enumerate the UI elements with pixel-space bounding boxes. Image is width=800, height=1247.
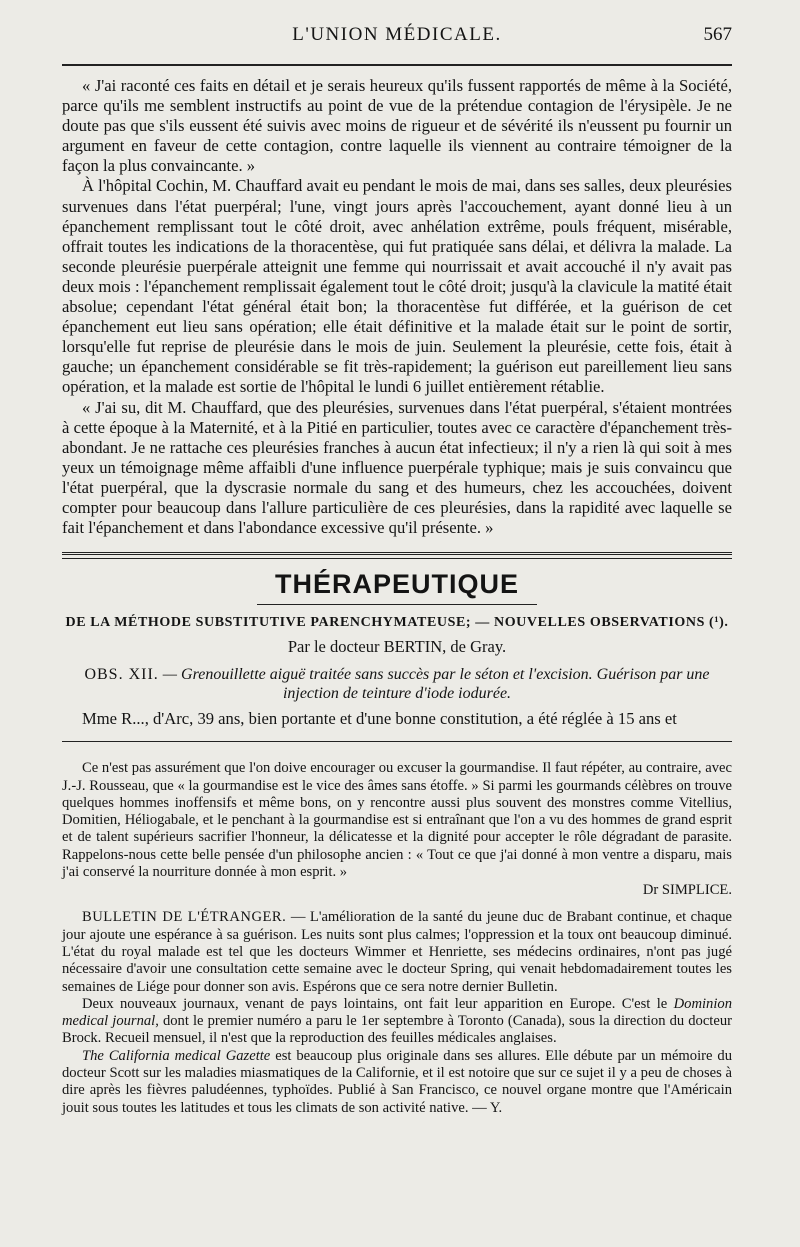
journal-title-dominion: Dominion medical journal [62,995,732,1030]
signature: Dr SIMPLICE. [642,882,732,899]
paragraph-journals [62,996,732,1048]
observation-heading [62,665,732,703]
paragraph-cochin: À l'hôpital Cochin, M. Chauffard avait eu pendant le mois de mai, dans ses salles, deux pleurésies survenues dans l'état puerpéral; l'une, vingt jours après l'accouchement, ayant donné lieu à un épanchement remplissant tout le côté droit, avec anhélation extrême, pouls fréquent, misérable, offrait toutes les indications de la thoracentèse, qui fut pratiquée sans délai, et délivra la malade. La seconde pleurésie puerpérale atteignit une femme qui nourrissait et avait accouché il n'y avait pas deux mois : l'épanchement remplissait également tout le côté droit; jusqu'à la clavicule la matité était absolue; cependant l'état général était bon; la thoracentèse fut différée, et la guérison de cet épanchement eut lieu sans opération; elle était définitive et la malade était sur le point de sortir, lorsqu'elle fut reprise de pleurésie dans le mois de juin. Seulement la pleurésie, cette fois, était à gauche; un épanchement considérable se fit très-rapidement; la guérison eut pareillement lieu sans opération, et la malade est sortie de l'hôpital le lundi 6 juillet entièrement rétablie. [62,176,732,397]
observation-title: — Grenouillette aiguë traitée sans succès par le séton et l'excision. Guérison par une injection de teinture d'iode iodurée. [162,666,710,703]
paragraph-gourmandise: Ce n'est pas assurément que l'on doive encourager ou excuser la gourmandise. Il faut répéter, au contraire, avec J.-J. Rousseau, que « la gourmandise est le vice des âmes sans étoffe. » Si parmi les gourmands célèbres on trouve quelques hommes inoffensifs et même bons, on y rencontre aussi plus souvent des monstres comme Vitellius, Domitien, Héliogabale, et le penchant à la gourmandise est si entraînant que l'on a vu des hommes de grand esprit et de talent supérieurs sacrifier l'honneur, la délicatesse et la dignité pour accepter le rôle dégradant de parasite. Rappelons-nous cette belle pensée d'un philosophe ancien : « Tout ce que j'ai donné à mon ventre a disparu, mais j'ai conservé la nourriture donnée à mon esprit. » [62,760,732,881]
article-title: DE LA MÉTHODE SUBSTITUTIVE PARENCHYMATEUSE; — NOUVELLES OBSERVATIONS (¹). [65,615,729,631]
paragraph-erysipele: « J'ai raconté ces faits en détail et je serais heureux qu'ils fussent rapportés de même à la Société, parce qu'ils me semblent instructifs au point de vue de la prétendue contagion de l'érysipèle. Je ne doute pas que s'ils eussent été suivis avec moins de rigueur et de sévérité ils n'eussent pu fournir un argument en faveur de cette contagion, contre laquelle ils viennent au contraire témoigner de la façon la plus convaincante. » [62,76,732,176]
paragraph-california [62,1048,732,1117]
journals-text-before: Deux nouveaux journaux, venant de pays lointains, ont fait leur apparition en Europe. C'est le [82,995,674,1012]
section-title: THÉRAPEUTIQUE [274,569,520,600]
observation-text: Mme R..., d'Arc, 39 ans, bien portante et d'une bonne constitution, a été réglée à 15 ans et [82,709,677,729]
paragraph-chauffard-quote: « J'ai su, dit M. Chauffard, que des pleurésies, survenues dans l'état puerpéral, s'étaient montrées à cette époque à la Maternité, et à la Pitié en particulier, toutes avec ce caractère d'épanchement très-abondant. Je ne rattache ces pleurésies franches à aucun état infectieux; il n'y a rien là qui soit à mes yeux un témoignage même affaibli d'une influence puerpérale typhique; mais je suis convaincu que l'état puerpéral, que la dyscrasie normale du sang et des humeurs, chez les accouchées, doivent compter pour beaucoup dans l'allure particulière de ces pleurésies, dans la rapidité avec laquelle se fait l'épanchement et dans l'abondance excessive qu'il présente. » [62,397,732,538]
upper-article [62,76,732,538]
byline: Par le docteur BERTIN, de Gray. [287,637,507,657]
title-underline [257,604,537,605]
feuilleton-rule [62,741,732,742]
observation-number: OBS. XII. [84,666,159,684]
journal-title-california: The California medical Gazette [82,1047,271,1064]
running-head [62,20,732,56]
paragraph-bulletin [62,909,732,995]
bulletin-text: — L'amélioration de la santé du jeune duc de Brabant continue, et chaque jour ajoute une espérance à sa guérison. Les nuits sont plus calmes; l'oppression et la toux ont beaucoup diminué. L'état du royal malade est tel que les docteurs Wimmer et Henriette, ses médecins ordinaires, n'ont pas jugé nécessaire d'avoir une consultation cette semaine avec le docteur Spring, qui venait hebdomadairement toutes les semaines de Liége pour donner son avis. Espérons que ce sera notre dernier Bulletin. [62,909,732,995]
running-title: L'UNION MÉDICALE. [292,24,502,45]
bulletin-label: BULLETIN DE L'ÉTRANGER. [82,909,287,926]
header-rule [62,64,732,66]
observation-body [62,709,732,729]
section-separator [62,552,732,559]
california-text: est beaucoup plus originale dans ses allures. Elle débute par un mémoire du docteur Scott sur les maladies miasmatiques de la Californie, et il est notoire que sur ce sujet il y a peu de choses à dire après les fièvres paludéennes, typhoïdes. Publié à San Francisco, ce nouvel organe montre que l'Américain jouit sous toutes les latitudes et tous les climats de son activité native. — Y. [62,1047,732,1116]
feuilleton [62,760,732,1117]
journals-text-after: , dont le premier numéro a paru le 1er septembre à Toronto (Canada), sous la direction du docteur Brock. Recueil mensuel, il n'est que la reproduction des feuilles médicales anglaises. [62,1013,733,1047]
page-number: 567 [703,24,732,45]
